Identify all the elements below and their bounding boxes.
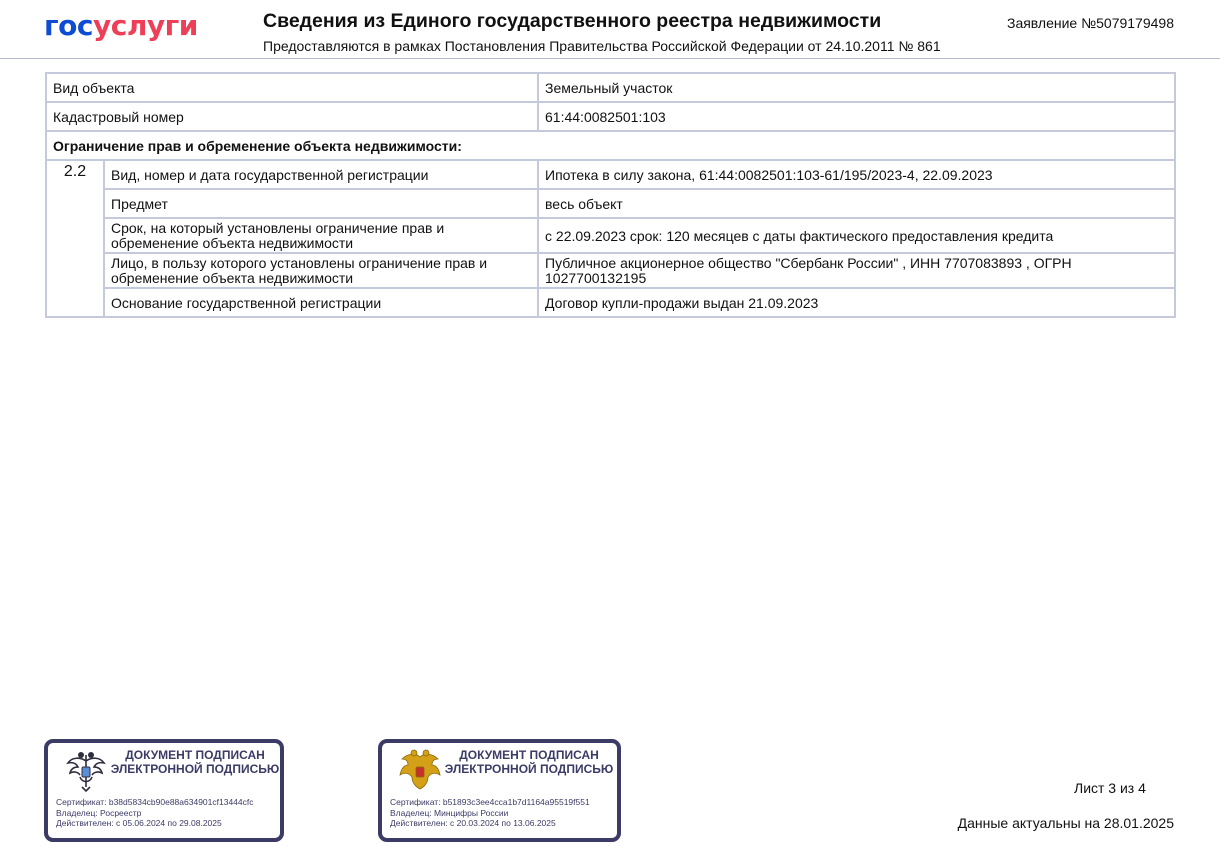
stamp-heading: ДОКУМЕНТ ПОДПИСАН ЭЛЕКТРОННОЙ ПОДПИСЬЮ <box>110 748 280 776</box>
stamp-owner: Владелец: Росреестр <box>56 807 142 818</box>
table-row <box>46 218 1175 253</box>
logo-part-uslugi: услуги <box>92 9 198 42</box>
rosreestr-emblem-icon <box>62 747 110 795</box>
stamp-owner: Владелец: Минцифры России <box>390 807 509 818</box>
stamp-validity: Действителен: с 20.03.2024 по 13.06.2025 <box>390 818 556 828</box>
russian-coat-of-arms-icon <box>396 747 444 795</box>
gosuslugi-logo <box>44 8 198 44</box>
table-row <box>46 288 1175 317</box>
sheet-counter: Лист 3 из 4 <box>1074 780 1146 796</box>
stamp-certificate: Сертификат: b38d5834cb90e88a634901cf13444cfc <box>56 797 254 807</box>
table-row <box>46 73 1175 102</box>
stamp-heading: ДОКУМЕНТ ПОДПИСАН ЭЛЕКТРОННОЙ ПОДПИСЬЮ <box>444 748 614 776</box>
row-value: Земельный участок <box>538 73 1175 102</box>
row-label: Основание государственной регистрации <box>104 288 538 317</box>
row-value: Публичное акционерное общество "Сбербанк России" , ИНН 7707083893 , ОГРН 1027700132195 <box>538 253 1175 288</box>
encumbrance-number: 2.2 <box>46 160 104 317</box>
table-row <box>46 102 1175 131</box>
document-title: Сведения из Единого государственного реестра недвижимости <box>263 10 882 32</box>
table-row <box>46 189 1175 218</box>
signature-stamp-rosreestr <box>44 739 284 842</box>
stamp-details <box>390 797 618 829</box>
row-label: Вид, номер и дата государственной регистрации <box>104 160 538 189</box>
signature-stamp-mintsifry <box>378 739 621 842</box>
data-actual-date: Данные актуальны на 28.01.2025 <box>957 815 1174 831</box>
register-table <box>45 72 1176 318</box>
row-label: Вид объекта <box>46 73 538 102</box>
row-label: Кадастровый номер <box>46 102 538 131</box>
row-value: 61:44:0082501:103 <box>538 102 1175 131</box>
row-value: с 22.09.2023 срок: 120 месяцев с даты фактического предоставления кредита <box>538 218 1175 253</box>
row-value: Ипотека в силу закона, 61:44:0082501:103-61/195/2023-4, 22.09.2023 <box>538 160 1175 189</box>
stamp-details <box>56 797 284 829</box>
row-value: Договор купли-продажи выдан 21.09.2023 <box>538 288 1175 317</box>
stamp-validity: Действителен: с 05.06.2024 по 29.08.2025 <box>56 818 222 828</box>
section-header-row <box>46 131 1175 160</box>
table-row <box>46 160 1175 189</box>
row-value: весь объект <box>538 189 1175 218</box>
logo-part-gos: гос <box>44 9 93 42</box>
section-title: Ограничение прав и обременение объекта недвижимости: <box>46 131 1175 160</box>
table-row <box>46 253 1175 288</box>
row-label: Срок, на который установлены ограничение прав и обременение объекта недвижимости <box>104 218 538 253</box>
row-label: Предмет <box>104 189 538 218</box>
document-subtitle: Предоставляются в рамках Постановления Правительства Российской Федерации от 24.10.2011 № 861 <box>263 38 941 54</box>
row-label: Лицо, в пользу которого установлены ограничение прав и обременение объекта недвижимости <box>104 253 538 288</box>
stamp-certificate: Сертификат: b51893c3ee4cca1b7d1164a95519f551 <box>390 797 590 807</box>
application-number: Заявление №5079179498 <box>1006 15 1174 31</box>
header-divider <box>0 58 1220 59</box>
